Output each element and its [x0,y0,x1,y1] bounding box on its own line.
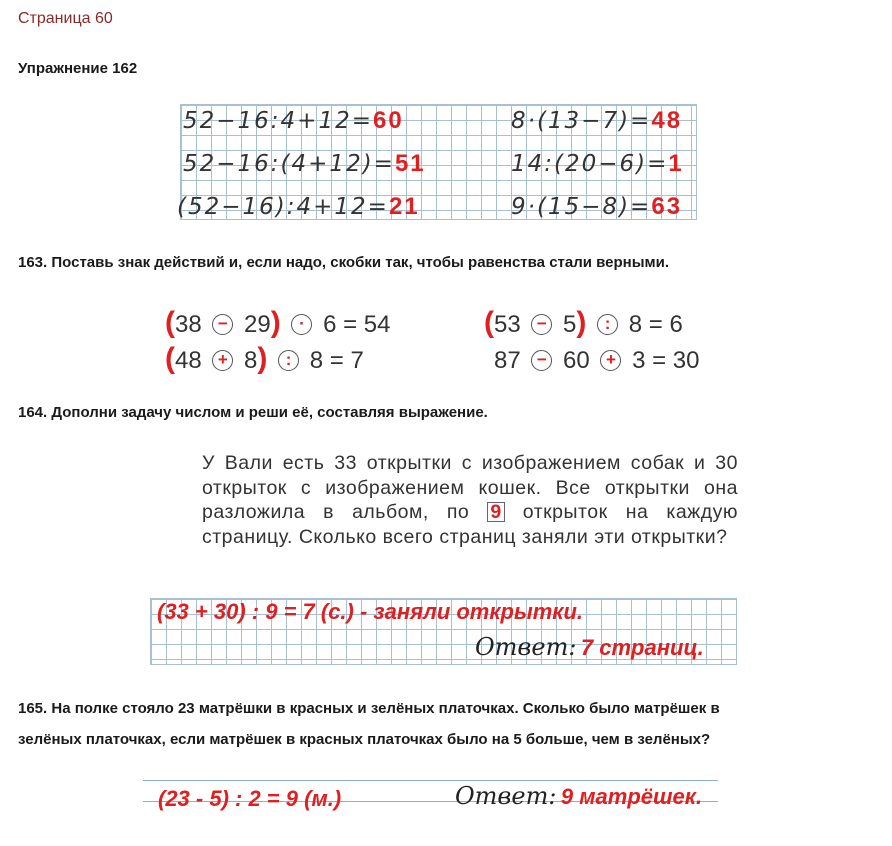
ex165-solution: (23 - 5) : 2 = 9 (м.) [158,786,342,811]
problem-text-part2: открыток на каждую страницу. Сколько всего страниц заняли эти открытки? [202,501,738,548]
operand: 5 [563,311,577,338]
operator-circle: : [278,350,299,371]
ex162-answer: 1 [668,150,684,177]
exercise-165-title-line1: 165. На полке стояло 23 матрёшки в красных и зелёных платочках. Сколько было матрёшек в [18,700,720,717]
open-paren: ( [484,306,494,339]
operand: 8 [244,347,258,374]
ex162-expression: 52−16:4+12= [183,108,373,134]
ex163-equation-3 [484,306,683,340]
operator-circle: + [600,350,621,371]
exercise-164-title: 164. Дополни задачу числом и реши её, составляя выражение. [18,404,488,421]
ex162-answer: 48 [651,107,683,134]
ex165-answer-line [455,782,702,810]
ex162-expression: 52−16:(4+12)= [183,151,395,177]
operator-circle: − [531,350,552,371]
operand: 3 [632,347,646,374]
operand: 48 [175,347,202,374]
ex162-expression: 8·(13−7)= [511,108,652,134]
answer-value: 7 страниц. [580,635,704,660]
result: = 54 [343,311,391,338]
operator-circle: + [212,350,233,371]
operand: 38 [175,311,202,338]
ex162-row3-right [511,193,682,221]
exercise-163-title: 163. Поставь знак действий и, если надо, скобки так, чтобы равенства стали верными. [18,254,670,271]
open-paren: ( [165,306,175,339]
ex162-row3-left [177,193,420,221]
ex163-equation-1 [165,306,391,340]
ex162-row1-right [511,107,682,135]
operator-circle: − [531,314,552,335]
operand: 8 [628,311,643,338]
close-paren: ) [576,306,587,339]
ex162-answer: 51 [394,150,426,177]
close-paren: ) [257,342,268,375]
ex162-row1-left [183,107,404,135]
ex162-answer: 60 [373,107,404,134]
ex164-problem-text [202,451,738,549]
operand: 6 [323,311,337,338]
operand: 60 [563,347,590,374]
ex164-solution: (33 + 30) : 9 = 7 (с.) - заняли открытки. [157,599,584,624]
ex162-answer: 63 [651,193,683,220]
problem-text-part1: У Вали есть 33 открытки с изображением собак и 30 открыток с изображением кошек. Все открытки она разложила в альбом, по [202,452,738,523]
operator-circle: · [291,314,312,335]
exercise-165-title-line2: зелёных платочках, если матрёшек в красных платочках было на 5 больше, чем в зелёных? [18,731,711,748]
operand: 87 [494,347,521,374]
close-paren: ) [270,306,281,339]
ex162-row2-right [511,150,684,178]
filled-number-box: 9 [487,502,504,522]
operand: 29 [244,311,271,338]
result: = 7 [329,347,364,374]
ex162-expression: (52−16):4+12= [177,194,389,220]
operator-circle: − [212,314,233,335]
ex162-expression: 14:(20−6)= [511,151,669,177]
exercise-162-grid [177,104,697,220]
ex164-solution-grid [150,598,737,665]
operand: 8 [309,347,324,374]
ex162-answer: 21 [388,193,420,220]
result: = 6 [648,311,683,338]
result: = 30 [652,347,700,374]
ex163-equation-4 [494,342,700,376]
operand: 53 [494,311,521,338]
ex164-answer-line [475,633,704,661]
open-paren: ( [165,342,175,375]
ex162-row2-left [183,150,426,178]
ex165-grid-line [143,780,718,781]
answer-label: Ответ: [455,782,557,810]
page-link[interactable]: Страница 60 [18,10,113,27]
answer-value: 9 матрёшек. [560,784,703,809]
operator-circle: : [597,314,618,335]
exercise-162-title: Упражнение 162 [18,60,138,77]
ex163-equation-2 [165,342,364,376]
ex162-expression: 9·(15−8)= [511,194,652,220]
answer-label: Ответ: [475,633,577,661]
